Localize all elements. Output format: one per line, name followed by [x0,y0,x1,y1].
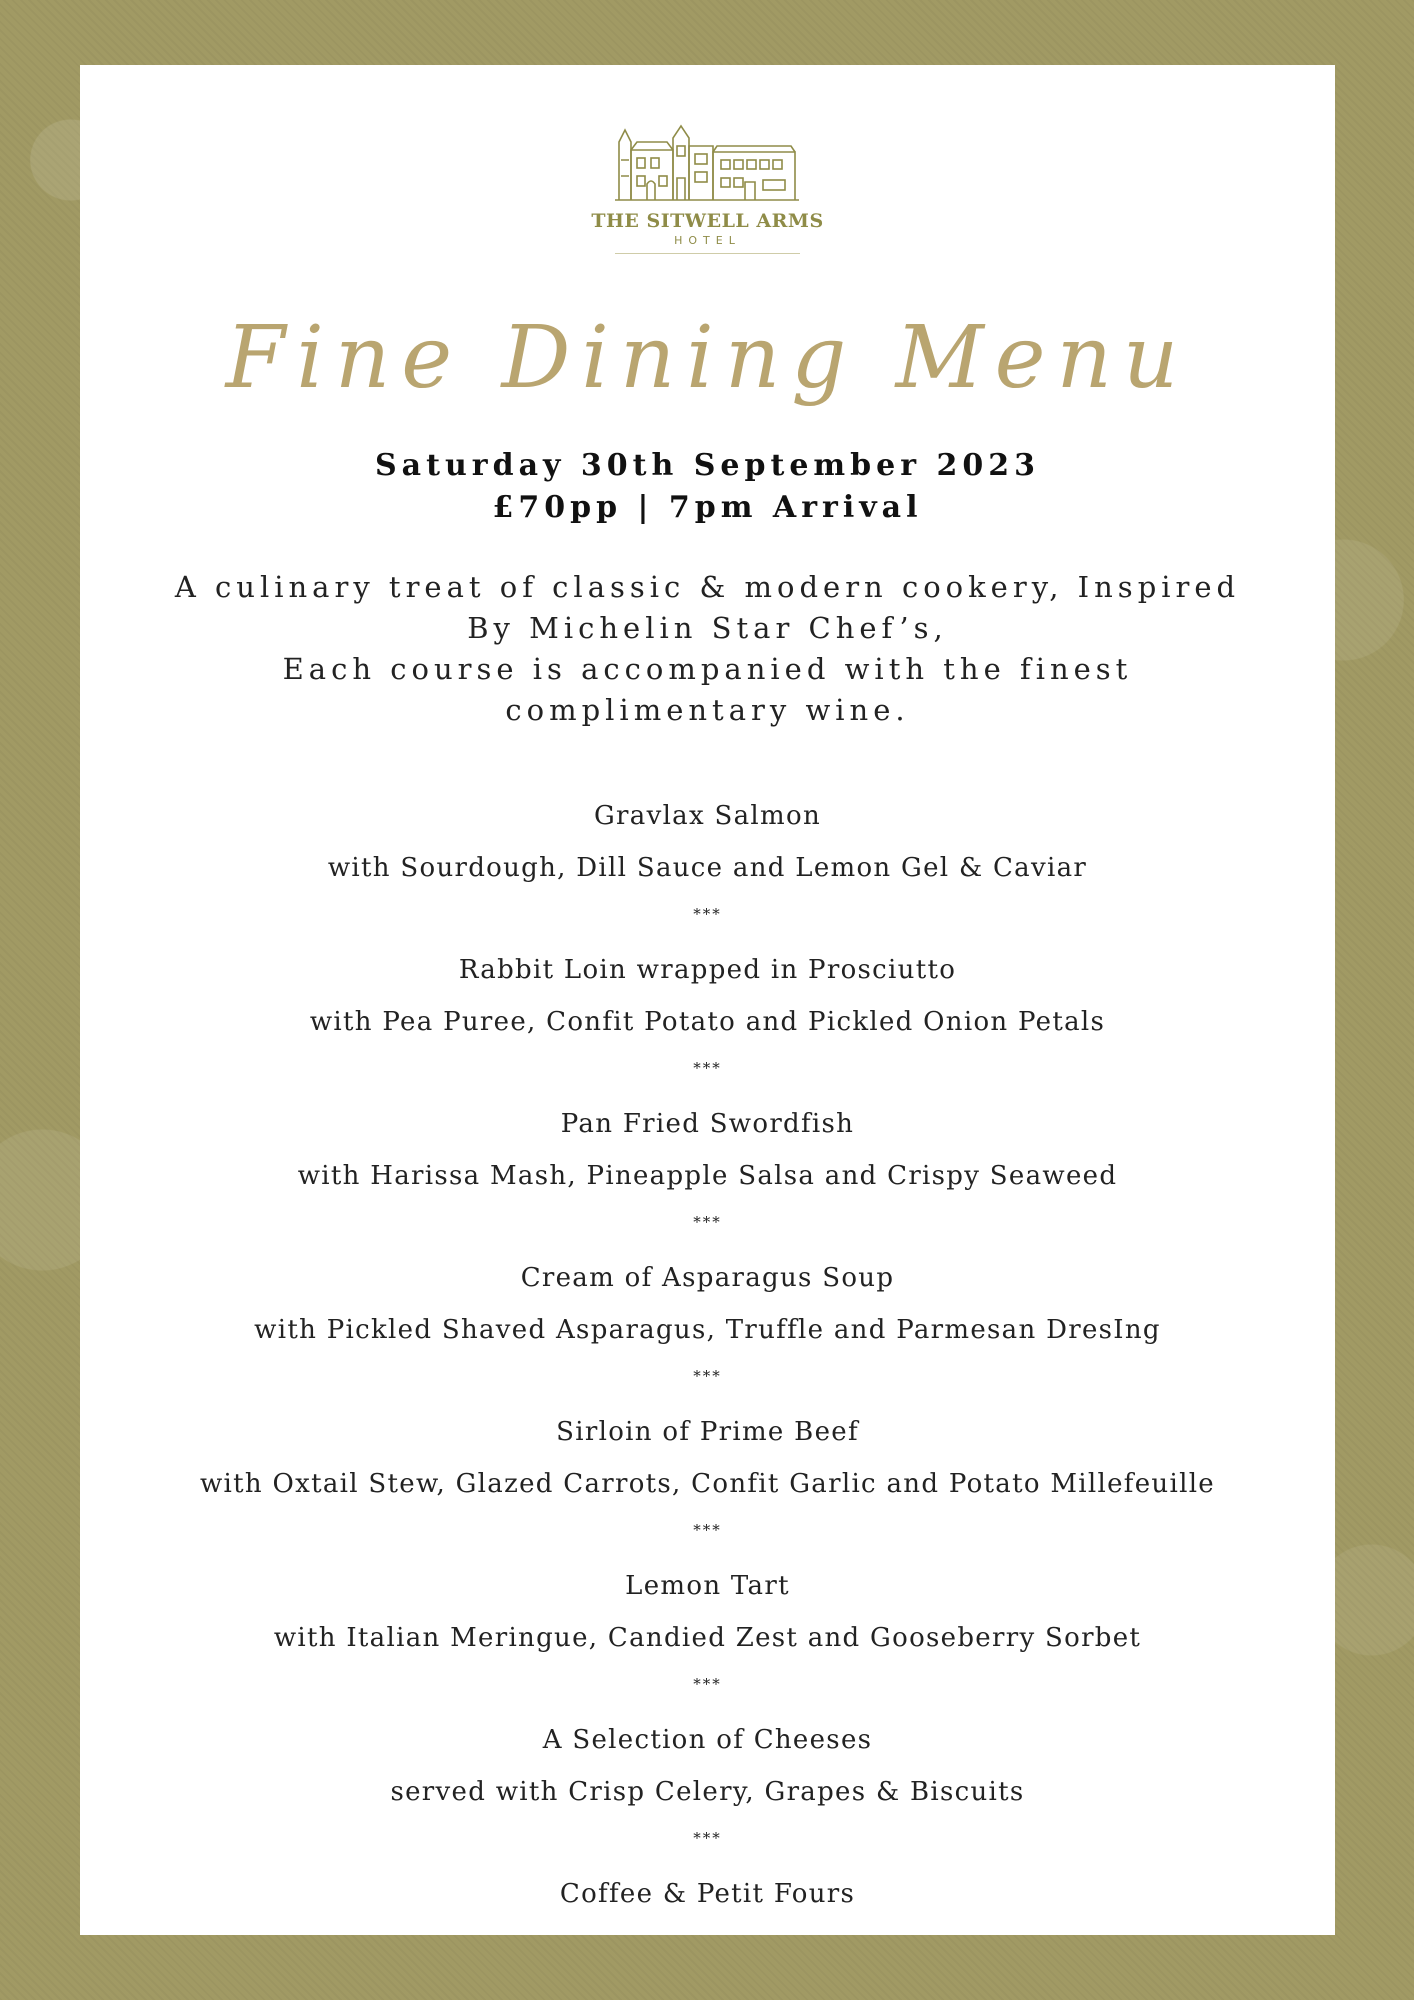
course [80,1098,1335,1252]
logo-hotel-subtitle: HOTEL [674,234,741,247]
course-name: Sirloin of Prime Beef [556,1417,859,1447]
course-separator: *** [693,1059,722,1077]
course [80,1560,1335,1714]
event-date: Saturday 30th September 2023 [375,448,1040,483]
course-name: Cream of Asparagus Soup [520,1263,895,1293]
menu-card [80,65,1335,1935]
course-name: Pan Fried Swordfish [560,1109,855,1139]
course [80,1714,1335,1868]
course-separator: *** [693,905,722,923]
course-list [80,790,1335,1920]
course-name: Coffee & Petit Fours [559,1879,856,1909]
course [80,1252,1335,1406]
course-name: A Selection of Cheeses [542,1725,873,1755]
course-description: with Harissa Mash, Pineapple Salsa and Crispy Seaweed [297,1161,1118,1191]
intro-line: A culinary treat of classic & modern cookery, Inspired [174,570,1241,604]
course-description: with Sourdough, Dill Sauce and Lemon Gel & Caviar [327,853,1088,883]
course-separator: *** [693,1675,722,1693]
course [80,944,1335,1098]
course-description: served with Crisp Celery, Grapes & Biscuits [390,1777,1025,1807]
course-name: Rabbit Loin wrapped in Prosciutto [458,955,957,985]
course-separator: *** [693,1213,722,1231]
hotel-building-icon [613,120,803,202]
logo-hotel-name: THE SITWELL ARMS [591,210,824,232]
event-details [80,445,1335,529]
course-name: Gravlax Salmon [593,801,821,831]
intro-text [120,567,1295,731]
course-description: with Italian Meringue, Candied Zest and Gooseberry Sorbet [273,1623,1142,1653]
course-description: with Pickled Shaved Asparagus, Truffle and Parmesan DresIng [254,1315,1161,1345]
logo-divider [615,253,800,254]
event-price-time: £70pp | 7pm Arrival [492,490,923,525]
course-name: Lemon Tart [625,1571,790,1601]
intro-line: By Michelin Star Chef’s, [467,611,948,645]
intro-line: Each course is accompanied with the finest [282,652,1133,686]
course-description: with Pea Puree, Confit Potato and Pickled Onion Petals [309,1007,1106,1037]
page-title: Fine Dining Menu [225,308,1190,408]
hotel-logo [80,120,1335,254]
course-separator: *** [693,1521,722,1539]
course [80,1868,1335,1920]
course-separator: *** [693,1829,722,1847]
course [80,790,1335,944]
course-separator: *** [693,1367,722,1385]
intro-line: complimentary wine. [505,693,910,727]
course [80,1406,1335,1560]
course-description: with Oxtail Stew, Glazed Carrots, Confit Garlic and Potato Millefeuille [199,1469,1215,1499]
